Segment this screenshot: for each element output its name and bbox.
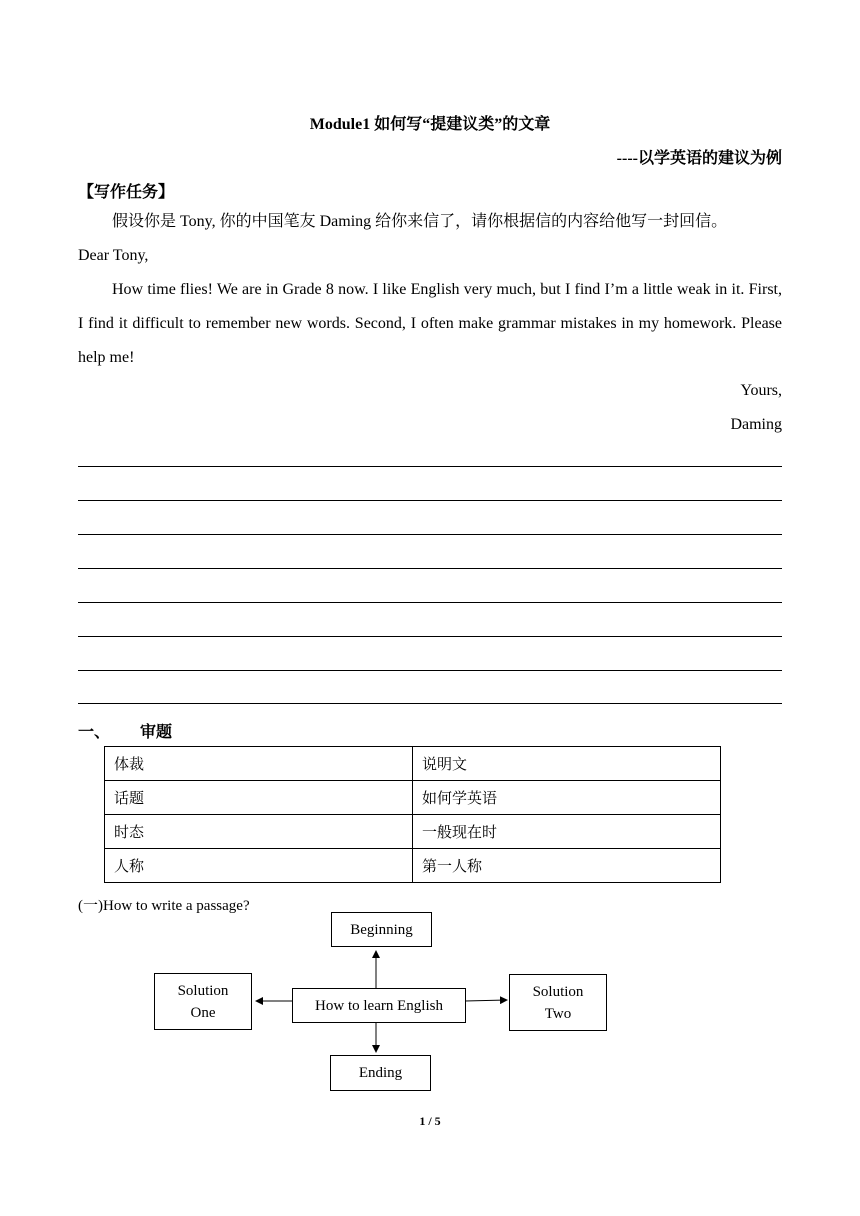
section-number: 一、 — [78, 724, 111, 741]
task-intro: 假设你是 Tony, 你的中国笔友 Daming 给你来信了，请你根据信的内容给他写一封回信。 — [112, 213, 728, 230]
table-cell: 一般现在时 — [413, 815, 721, 849]
table-cell: 体裁 — [105, 747, 413, 781]
page-subtitle: ----以学英语的建议为例 — [616, 150, 782, 167]
table-cell: 时态 — [105, 815, 413, 849]
letter-body: How time flies! We are in Grade 8 now. I like English very much, but I find I’m a little weak in it. First, I find it difficult to remember new words. Second, I often make grammar mistakes in my homework. Please help me! — [78, 281, 782, 366]
diagram-box-solution-two: Solution Two — [509, 974, 607, 1031]
how-to-heading: (一)How to write a passage? — [78, 898, 250, 914]
page-title: Module1 如何写“提建议类”的文章 — [309, 116, 551, 133]
task-heading: 【写作任务】 — [78, 184, 175, 201]
letter-greeting: Dear Tony, — [78, 247, 149, 264]
diagram-box-beginning: Beginning — [331, 912, 432, 947]
diagram-box-ending: Ending — [330, 1055, 431, 1091]
table-cell: 说明文 — [413, 747, 721, 781]
diagram-box-solution-one: Solution One — [154, 973, 252, 1030]
diagram-box-center: How to learn English — [292, 988, 466, 1023]
arrow-to-solution-two — [465, 1000, 507, 1001]
letter-signature: Daming — [730, 416, 782, 433]
letter-closing: Yours, — [740, 382, 782, 399]
table-cell: 人称 — [105, 849, 413, 883]
table-cell: 如何学英语 — [413, 781, 721, 815]
page-number: 1 / 5 — [419, 1114, 441, 1128]
section-label: 审题 — [140, 724, 173, 741]
table-cell: 第一人称 — [413, 849, 721, 883]
table-cell: 话题 — [105, 781, 413, 815]
